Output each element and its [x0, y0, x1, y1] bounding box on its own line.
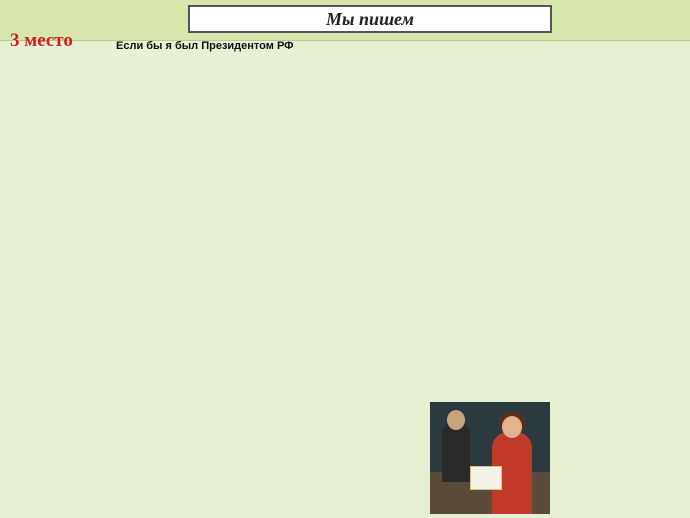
man-figure [442, 422, 470, 482]
section-banner: Мы пишем [188, 5, 552, 33]
article-column-right [353, 42, 683, 387]
place-badge: 3 место [10, 30, 73, 51]
article-title: Если бы я был Президентом РФ [116, 40, 294, 52]
article-column-left [6, 54, 339, 514]
certificate [470, 466, 502, 490]
award-photo [430, 402, 550, 514]
